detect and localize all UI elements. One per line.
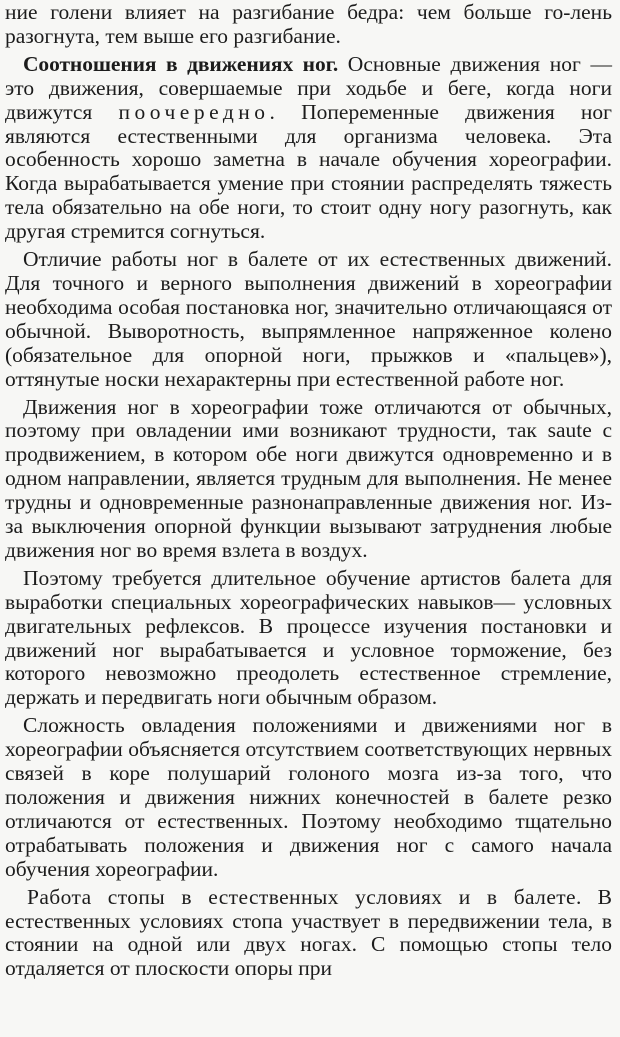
paragraph-ballet-difference: [5, 248, 612, 391]
paragraph-text: Сложность овладения положениями и движениями ног в хореографии объясняется отсутствием соответствующих нервных связей в коре полушарий голоного мозга из-за того, что положения и движения нижних конечностей в балете резко отличаются от естественных. Поэтому необходимо тщательно отрабатывать положения и движения ног с самого начала обучения хореографии.: [5, 713, 612, 881]
section-heading: Соотношения в движениях ног.: [23, 51, 339, 76]
paragraph-text: Поэтому требуется длительное обучение артистов балета для выработки специальных хореографических навыков— условных двигательных рефлексов. В процессе изучения постановки и движений ног вырабатывается и условное торможение, без которого невозможно преодолеть естественное стремление, держать и передвигать ноги обычным образом.: [5, 565, 612, 710]
paragraph-text: Основные движения ног — это движения, совершаемые при ходьбе и беге, когда ноги движутся: [5, 51, 612, 124]
paragraph-text: Движения ног в хореографии тоже отличаются от обычных, поэтому при овладении ими возникают трудности, так saute с продвижением, в котором обе ноги движутся одновременно и в одном направлении, является трудным для выполнения. Не менее трудны и одновременные разнонаправленные движения ног. Из-за выключения опорной функции вызывают затруднения любые движения ног во время взлета в воздух.: [5, 394, 612, 562]
paragraph-leg-coordination: [5, 53, 612, 244]
paragraph-text: ние голени влияет на разгибание бедра: чем больше го-лень разогнута, тем выше его разгибание.: [5, 0, 612, 48]
paragraph-complexity: [5, 714, 612, 881]
paragraph-training: [5, 567, 612, 710]
paragraph-foot-work: [5, 886, 612, 982]
paragraph-text: . Попеременные движения ног являются естественными для организма человека. Эта особенность хорошо заметна в начале обучения хореографии. Когда вырабатывается умение при стоянии распределять тяжесть тела обязательно на обе ноги, то стоит одну ногу разогнуть, как другая стремится согнуться.: [5, 99, 613, 244]
section-heading: Работа стопы в естественных условиях и в балете.: [27, 884, 582, 909]
spaced-emphasis: поочередно: [118, 99, 270, 124]
paragraph-text: Отличие работы ног в балете от их естественных движений. Для точного и верного выполнения движений в хореографии необходима особая постановка ног, значительно отличающаяся от обычной. Выворотность, выпрямленное напряженное колено (обязательное для опорной ноги, прыжков и «пальцев»), оттянутые носки нехарактерны при естественной работе ног.: [5, 247, 612, 391]
paragraph-text: В естественных условиях стопа участвует в передвижении тела, в стоянии на одной или двух ногах. С помощью стопы тело отдаляется от плоскости опоры при: [5, 884, 613, 981]
paragraph-continuation: [5, 1, 612, 49]
paragraph-movements: [5, 396, 612, 563]
